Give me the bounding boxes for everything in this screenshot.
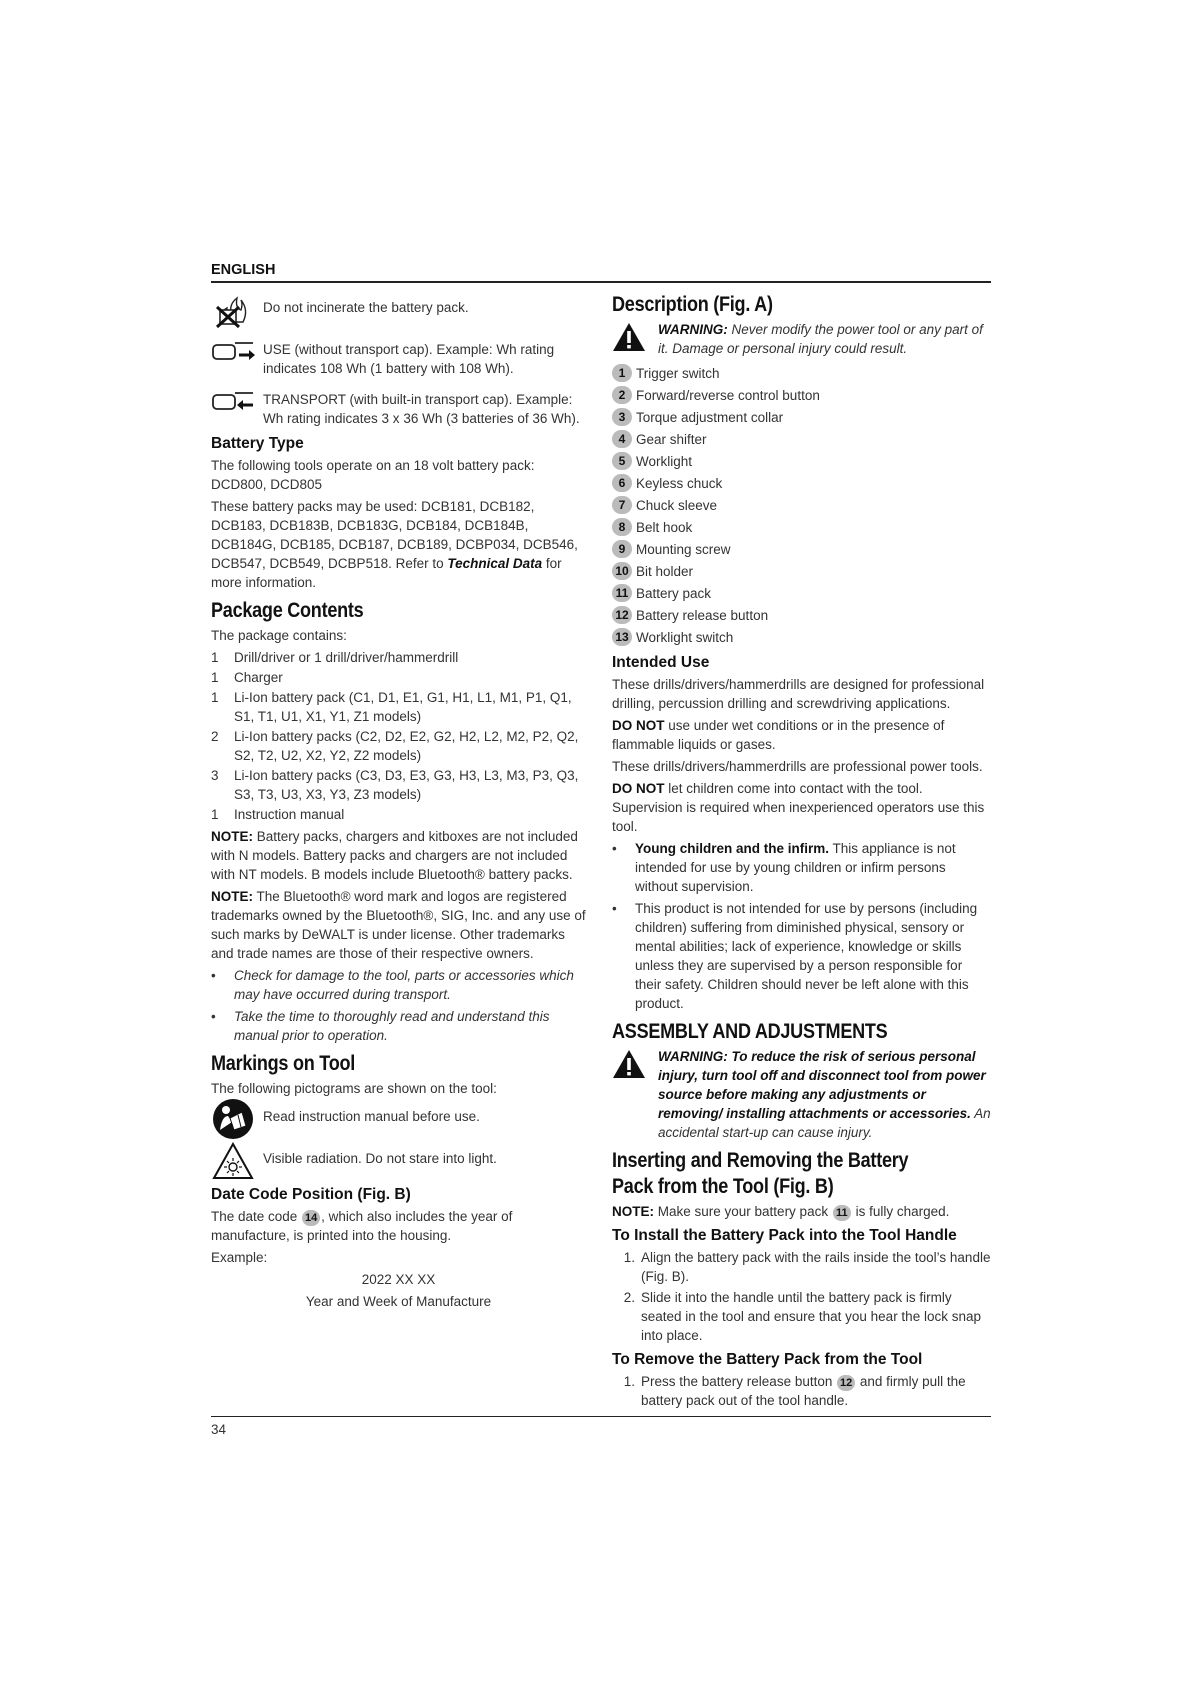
list-item: 2 Forward/reverse control button — [612, 384, 991, 406]
marking-text: TRANSPORT (with built-in transport cap). Example: Wh rating indicates 3 x 36 Wh (3 batteries of 36 Wh). — [263, 392, 580, 426]
component-list — [612, 362, 991, 648]
callout-badge: 8 — [612, 518, 632, 536]
callout-badge: 6 — [612, 474, 632, 492]
note-models: NOTE: Battery packs, chargers and kitboxes are not included with N models. Battery packs and chargers are not included with NT models. B models include Bluetooth® battery packs. — [211, 829, 578, 882]
page-number: 34 — [211, 1422, 227, 1437]
date-code-caption: Year and Week of Manufacture — [305, 1294, 492, 1309]
assembly-heading: ASSEMBLY AND ADJUSTMENTS — [612, 1020, 888, 1043]
warning-text: WARNING: To reduce the risk of serious personal injury, turn tool off and disconnect tool from power source before making any adjustments or removing/ installing attachments or accessories. An accidental start-up can cause injury. — [658, 1049, 991, 1140]
callout-badge: 3 — [612, 408, 632, 426]
list-item: 6 Keyless chuck — [612, 472, 991, 494]
left-column — [211, 292, 586, 1314]
list-item: 1 Li-Ion battery pack (C1, D1, E1, G1, H1, L1, M1, P1, Q1, S1, T1, U1, X1, Y1, Z1 models) — [211, 690, 572, 724]
header-rule — [211, 281, 991, 283]
list-item: • Check for damage to the tool, parts or accessories which may have occurred during transport. — [211, 968, 574, 1002]
intended-use-professional: These drills/drivers/hammerdrills are professional power tools. — [612, 759, 983, 774]
intended-use-text: These drills/drivers/hammerdrills are designed for professional drilling, percussion drilling and screwdriving applications. — [612, 677, 985, 711]
list-item: 4 Gear shifter — [612, 428, 991, 450]
warning-block — [612, 320, 991, 358]
warning-block — [612, 1047, 991, 1142]
callout-badge: 7 — [612, 496, 632, 514]
list-item: • Take the time to thoroughly read and understand this manual prior to operation. — [211, 1009, 550, 1043]
package-list — [211, 648, 586, 824]
install-steps — [612, 1248, 991, 1345]
package-intro: The package contains: — [211, 628, 347, 643]
callout-badge: 13 — [612, 628, 632, 646]
package-contents-heading: Package Contents — [211, 599, 364, 622]
remove-steps — [612, 1372, 991, 1410]
battery-transport-icon — [211, 384, 255, 420]
marking-row — [211, 1101, 586, 1137]
remove-heading: To Remove the Battery Pack from the Tool — [612, 1351, 923, 1368]
list-item: 5 Worklight — [612, 450, 991, 472]
list-item: 12 Battery release button — [612, 604, 991, 626]
marking-text: Do not incinerate the battery pack. — [263, 300, 469, 315]
marking-row — [211, 384, 586, 428]
callout-badge: 1 — [612, 364, 632, 382]
marking-row — [211, 334, 586, 378]
list-item: 13 Worklight switch — [612, 626, 991, 648]
callout-badge: 12 — [837, 1375, 855, 1391]
inserting-note: NOTE: Make sure your battery pack 11 is fully charged. — [612, 1204, 950, 1219]
inserting-heading: Inserting and Removing the Battery Pack from the Tool (Fig. B) — [612, 1149, 909, 1198]
warning-triangle-icon — [612, 320, 648, 358]
intended-use-children: DO NOT let children come into contact with the tool. Supervision is required when inexperienced operators use this tool. — [612, 781, 985, 834]
list-item: 1. Align the battery pack with the rails inside the tool’s handle (Fig. B). — [623, 1250, 991, 1284]
callout-badge: 9 — [612, 540, 632, 558]
list-item: 1 Charger — [211, 670, 283, 685]
install-heading: To Install the Battery Pack into the Tool Handle — [612, 1227, 957, 1244]
warning-text: WARNING: Never modify the power tool or any part of it. Damage or personal injury could result. — [658, 322, 983, 356]
package-bullets — [211, 966, 586, 1045]
list-item: 9 Mounting screw — [612, 538, 991, 560]
right-column — [612, 292, 991, 1413]
callout-badge: 14 — [302, 1210, 320, 1226]
intended-use-heading: Intended Use — [612, 654, 710, 671]
read-manual-icon — [211, 1101, 255, 1137]
date-code-text: The date code 14 , which also includes the year of manufacture, is printed into the housing. — [211, 1209, 513, 1243]
list-item: 2 Li-Ion battery packs (C2, D2, E2, G2, H2, L2, M2, P2, Q2, S2, T2, U2, X2, Y2, Z2 models) — [211, 729, 579, 763]
visible-radiation-icon — [211, 1143, 255, 1179]
callout-badge: 5 — [612, 452, 632, 470]
no-incinerate-icon — [211, 292, 255, 328]
list-item: 3 Li-Ion battery packs (C3, D3, E3, G3, H3, L3, M3, P3, Q3, S3, T3, U3, X3, Y3, Z3 models) — [211, 768, 579, 802]
markings-heading: Markings on Tool — [211, 1052, 356, 1075]
date-code-value: 2022 XX XX — [361, 1272, 436, 1287]
marking-row — [211, 292, 586, 328]
markings-intro: The following pictograms are shown on the tool: — [211, 1081, 497, 1096]
footer-rule — [211, 1416, 991, 1417]
note-bluetooth: NOTE: The Bluetooth® word mark and logos are registered trademarks owned by the Bluetooth®, SIG, Inc. and any use of such marks by DeWALT is under license. Other trademarks and trade names are those of their respective owners. — [211, 889, 586, 961]
callout-badge: 11 — [833, 1205, 851, 1221]
list-item: • This product is not intended for use by persons (including children) suffering from diminished physical, sensory or mental abilities; lack of experience, knowledge or skills unless they are supervised by a person responsible for their safety. Children should never be left alone with this product. — [612, 901, 978, 1011]
list-item: 7 Chuck sleeve — [612, 494, 991, 516]
list-item: 10 Bit holder — [612, 560, 991, 582]
callout-badge: 10 — [612, 562, 632, 580]
callout-badge: 2 — [612, 386, 632, 404]
list-item: 1 Trigger switch — [612, 362, 991, 384]
battery-type-heading: Battery Type — [211, 435, 304, 452]
language-label: ENGLISH — [211, 262, 276, 278]
callout-badge: 4 — [612, 430, 632, 448]
callout-badge: 12 — [612, 606, 632, 624]
intended-use-bullets — [612, 839, 991, 1013]
list-item: 3 Torque adjustment collar — [612, 406, 991, 428]
marking-text: USE (without transport cap). Example: Wh rating indicates 108 Wh (1 battery with 108 Wh). — [263, 342, 555, 376]
battery-type-text: The following tools operate on an 18 volt battery pack: DCD800, DCD805 — [211, 458, 535, 492]
description-heading: Description (Fig. A) — [612, 293, 773, 316]
warning-triangle-icon — [612, 1047, 648, 1142]
callout-badge: 11 — [612, 584, 632, 602]
battery-type-packs: These battery packs may be used: DCB181, DCB182, DCB183, DCB183B, DCB183G, DCB184, DCB184B, DCB184G, DCB185, DCB187, DCB189, DCBP034, DCB546, DCB547, DCB549, DCBP518. Refer to Technical Data for more information. — [211, 499, 578, 590]
list-item: 1 Instruction manual — [211, 807, 345, 822]
manual-page — [211, 0, 991, 1684]
list-item: 2. Slide it into the handle until the battery pack is firmly seated in the tool and ensure that you hear the lock snap into place. — [623, 1290, 981, 1343]
date-code-example-label: Example: — [211, 1250, 268, 1265]
marking-text: Read instruction manual before use. — [263, 1109, 480, 1124]
list-item: 8 Belt hook — [612, 516, 991, 538]
marking-text: Visible radiation. Do not stare into light. — [263, 1151, 497, 1166]
date-code-heading: Date Code Position (Fig. B) — [211, 1186, 411, 1203]
list-item: 1 Drill/driver or 1 drill/driver/hammerdrill — [211, 650, 459, 665]
list-item: 1. Press the battery release button 12 and firmly pull the battery pack out of the tool handle. — [623, 1374, 966, 1408]
list-item: • Young children and the infirm. This appliance is not intended for use by young children or infirm persons without supervision. — [612, 841, 956, 894]
marking-row — [211, 1143, 586, 1179]
list-item: 11 Battery pack — [612, 582, 991, 604]
intended-use-wet: DO NOT use under wet conditions or in the presence of flammable liquids or gases. — [612, 718, 945, 752]
battery-use-icon — [211, 334, 255, 370]
